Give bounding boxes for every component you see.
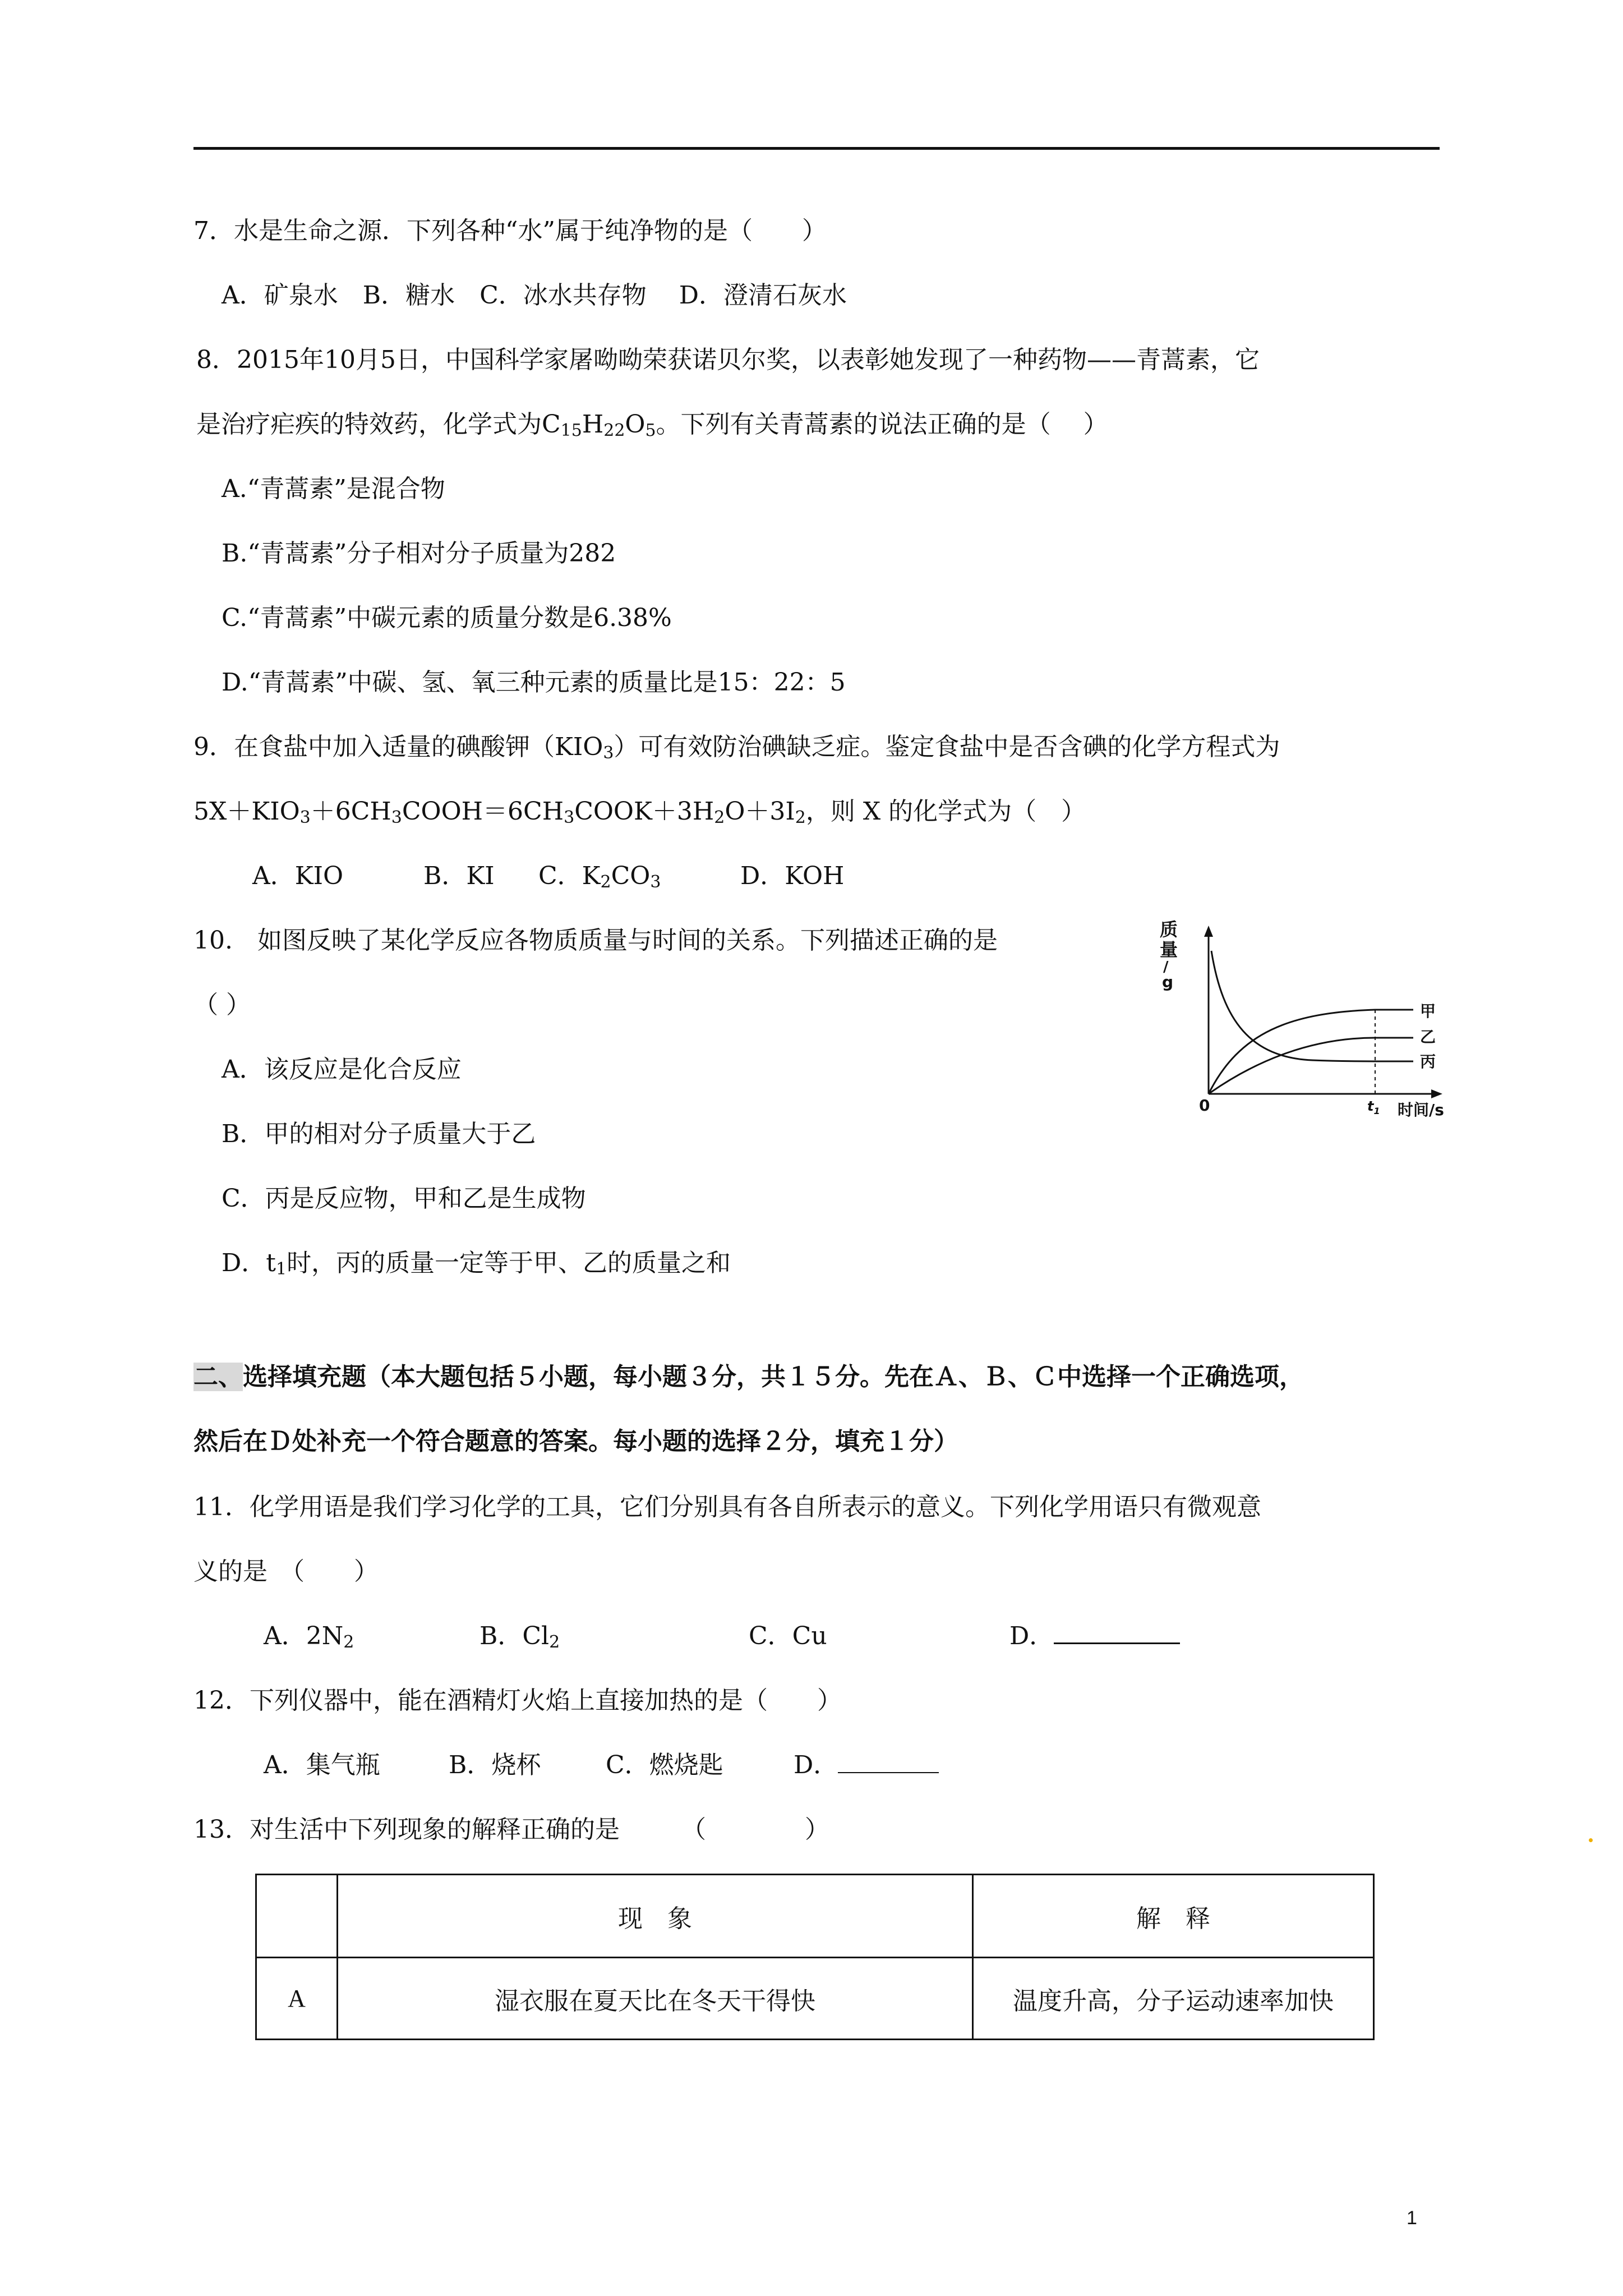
graph-curve-jia [1209,1010,1413,1094]
q7-options: A．矿泉水 B．糖水 C．冰水共存物 D．澄清石灰水 [222,281,847,310]
stray-dot-mark [1589,1838,1593,1842]
row-explanation: 温度升高，分子运动速率加快 [973,1958,1374,2040]
graph-series-label-yi: 乙 [1420,1028,1436,1046]
header-rule [193,147,1440,150]
q8-option-c: C.“青蒿素”中碳元素的质量分数是6.38% [222,604,672,632]
q10-stem-line1: 10. 如图反映了某化学反应各物质质量与时间的关系。下列描述正确的是 [193,926,998,955]
q8-stem-line2: 是治疗疟疾的特效药，化学式为$C_{15}H_{22}O_5$。下列有关青蒿素的说法正确的是（ ） [196,410,1108,440]
q11-answer-blank[interactable] [1054,1620,1180,1644]
q10-option-c: C．丙是反应物，甲和乙是生成物 [222,1184,586,1213]
header-blank-cell [256,1875,338,1958]
q10-mass-time-graph [1155,920,1447,1128]
q10-option-a: A．该反应是化合反应 [222,1055,462,1084]
q13-table [255,1874,1375,2040]
header-phenomenon: 现 象 [338,1875,973,1958]
q11-option-c: C．Cu [749,1622,827,1650]
q9-option-b: B．KI [423,862,495,890]
row-phenomenon: 湿衣服在夏天比在冬天干得快 [338,1958,973,2040]
graph-x-arrow [1431,1089,1442,1098]
graph-series-label-jia: 甲 [1420,1002,1436,1020]
graph-ylabel-char: 量 [1160,939,1178,960]
q8-stem-line1: 8．2015年10月5日，中国科学家屠呦呦荣获诺贝尔奖，以表彰她发现了一种药物——青蒿素，它 [196,346,1260,374]
table-row [256,1958,1374,2040]
q12-option-a: A．集气瓶 [264,1751,380,1779]
q11-stem-line2: 义的是 （ ） [193,1557,379,1586]
q12-answer-blank[interactable] [838,1750,939,1773]
q9-equation: $5X+KIO_3+6CH_3COOH=6CH_3COOK+3H_2O+3I_2$，则 X 的化学式为（ ） [193,797,1086,827]
graph-ylabel-char: g [1162,973,1174,991]
q10-option-d: D．$t_1$时，丙的质量一定等于甲、乙的质量之和 [222,1249,731,1279]
q11-option-d: D． [1009,1616,1180,1651]
q12-option-c: C．燃烧匙 [606,1751,723,1779]
q10-stem-line2: （ ） [193,991,251,1019]
section2-heading-line2: 然后在Ｄ处补充一个符合题意的答案。每小题的选择２分，填充１分） [193,1427,958,1456]
section2-heading-line1: 二、选择填充题（本大题包括５小题，每小题３分，共１５分。先在Ａ、Ｂ、Ｃ中选择一个正确选项， [193,1363,1304,1391]
graph-curve-yi [1209,1038,1413,1094]
section2-number: 二、 [193,1363,243,1391]
q13-stem: 13．对生活中下列现象的解释正确的是 （ ） [193,1815,829,1844]
q9-option-a: A．KIO [252,862,344,890]
graph-xlabel: 时间/s [1398,1101,1444,1119]
graph-t1-label: $t_1$ [1367,1098,1380,1116]
q12-stem: 12．下列仪器中，能在酒精灯火焰上直接加热的是（ ） [193,1686,842,1715]
graph-ylabel-char: 质 [1160,920,1178,940]
q11-stem-line1: 11．化学用语是我们学习化学的工具，它们分别具有各自所表示的意义。下列化学用语只有微观意 [193,1493,1261,1521]
q11-option-a: A．$2N_2$ [264,1622,354,1652]
q8-option-b: B.“青蒿素”分子相对分子质量为282 [222,539,616,568]
q9-stem-line1: 9．在食盐中加入适量的碘酸钾$(KIO_3)$可有效防治碘缺乏症。鉴定食盐中是否含碘的化学方程式为 [193,733,1280,763]
row-label: A [256,1958,338,2040]
q8-option-d: D.“青蒿素”中碳、氢、氧三种元素的质量比是15：22：5 [222,668,846,697]
graph-origin-label: 0 [1199,1096,1210,1115]
q8-option-a: A.“青蒿素”是混合物 [222,475,445,503]
q9-option-c: C．$K_2CO_3$ [538,862,661,892]
graph-series-label-bing: 丙 [1420,1052,1436,1071]
q12-option-b: B．烧杯 [449,1751,541,1779]
graph-ylabel-char: / [1163,959,1169,976]
q11-option-b: B．$Cl_2$ [479,1622,560,1652]
header-explanation: 解 释 [973,1875,1374,1958]
table-header-row [256,1875,1374,1958]
q12-option-d: D． [794,1745,939,1780]
page-number: 1 [1407,2207,1417,2229]
q9-option-d: D．KOH [740,862,845,890]
graph-y-arrow [1204,926,1213,937]
q10-option-b: B．甲的相对分子质量大于乙 [222,1120,536,1148]
q7-stem: 7．水是生命之源．下列各种“水”属于纯净物的是（ ） [193,217,827,245]
